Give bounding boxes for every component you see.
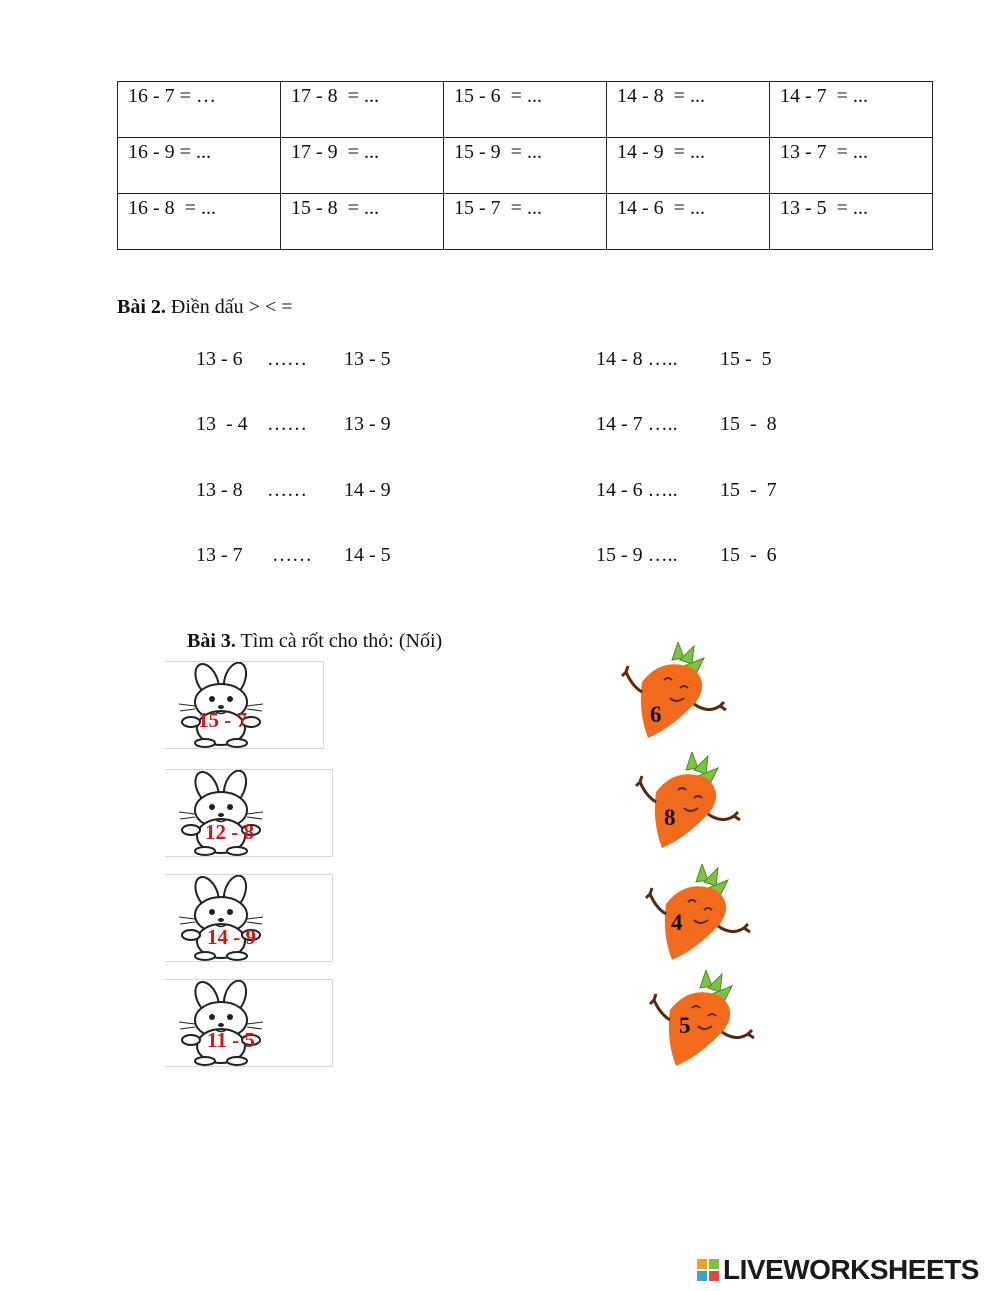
rabbit-card[interactable] bbox=[165, 979, 333, 1067]
table-cell[interactable]: 13 - 5 = ... bbox=[770, 194, 933, 250]
exercise2-heading bbox=[117, 296, 293, 319]
carrot-number: 4 bbox=[671, 910, 683, 935]
comparison-right-expression: 15 - 8 bbox=[720, 413, 777, 435]
comparison-blank[interactable]: …… bbox=[267, 413, 307, 435]
table-cell[interactable]: 17 - 8 = ... bbox=[281, 82, 444, 138]
comparison-right-expression: 15 - 5 bbox=[720, 348, 772, 370]
comparison-left-expression: 13 - 8 bbox=[196, 479, 243, 501]
rabbit-label: 11 - 5 bbox=[207, 1028, 255, 1052]
rabbit-card[interactable] bbox=[165, 661, 324, 749]
comparison-left-expression: 13 - 6 bbox=[196, 348, 243, 370]
table-cell[interactable]: 16 - 8 = ... bbox=[118, 194, 281, 250]
carrot-card[interactable] bbox=[640, 970, 790, 1070]
carrot-icon bbox=[626, 752, 776, 852]
exercise3-heading bbox=[187, 630, 442, 653]
comparison-blank[interactable]: …… bbox=[267, 479, 307, 501]
table-cell[interactable]: 16 - 9 = ... bbox=[118, 138, 281, 194]
logo-mark-icon bbox=[697, 1259, 719, 1281]
comparison-left-expression-with-blank[interactable]: 14 - 7 ….. bbox=[596, 413, 678, 435]
comparison-right-expression: 14 - 9 bbox=[344, 479, 391, 501]
table-cell[interactable]: 15 - 7 = ... bbox=[444, 194, 607, 250]
table-row bbox=[118, 82, 933, 138]
rabbit-label: 15 - 7 bbox=[198, 708, 247, 732]
table-cell[interactable]: 15 - 8 = ... bbox=[281, 194, 444, 250]
comparison-left-expression-with-blank[interactable]: 15 - 9 ….. bbox=[596, 544, 678, 566]
exercise2-heading-text: Điền dấu > < = bbox=[165, 296, 293, 318]
carrot-card[interactable] bbox=[636, 864, 786, 964]
rabbit-icon bbox=[165, 662, 295, 748]
carrot-card[interactable] bbox=[626, 752, 776, 852]
comparison-left-expression-with-blank[interactable]: 14 - 8 ….. bbox=[596, 348, 678, 370]
rabbit-icon bbox=[165, 980, 295, 1066]
table-cell[interactable]: 14 - 7 = ... bbox=[770, 82, 933, 138]
comparison-right-expression: 15 - 6 bbox=[720, 544, 777, 566]
table-row bbox=[118, 138, 933, 194]
table-cell[interactable]: 15 - 9 = ... bbox=[444, 138, 607, 194]
exercise2-heading-bold: Bài 2. bbox=[117, 296, 166, 318]
rabbit-label: 14 - 9 bbox=[207, 925, 256, 949]
comparison-left-expression: 13 - 7 bbox=[196, 544, 243, 566]
table-cell[interactable]: 16 - 7 = … bbox=[118, 82, 281, 138]
rabbit-label: 12 - 8 bbox=[205, 820, 254, 844]
logo-text: LIVEWORKSHEETS bbox=[723, 1254, 979, 1285]
carrot-icon bbox=[636, 864, 786, 964]
carrot-card[interactable] bbox=[612, 642, 762, 742]
carrot-number: 6 bbox=[650, 702, 662, 727]
comparison-right-expression: 14 - 5 bbox=[344, 544, 391, 566]
table-cell[interactable]: 13 - 7 = ... bbox=[770, 138, 933, 194]
carrot-icon bbox=[640, 970, 790, 1070]
table-cell[interactable]: 14 - 6 = ... bbox=[607, 194, 770, 250]
carrot-icon bbox=[612, 642, 762, 742]
comparison-right-expression: 15 - 7 bbox=[720, 479, 777, 501]
exercise3-heading-text: Tìm cà rốt cho thỏ: (Nối) bbox=[235, 630, 443, 652]
table-cell[interactable]: 15 - 6 = ... bbox=[444, 82, 607, 138]
table-cell[interactable]: 17 - 9 = ... bbox=[281, 138, 444, 194]
comparison-blank[interactable]: …… bbox=[267, 348, 307, 370]
comparison-left-expression-with-blank[interactable]: 14 - 6 ….. bbox=[596, 479, 678, 501]
exercise3-heading-bold: Bài 3. bbox=[187, 630, 236, 652]
carrot-number: 5 bbox=[679, 1013, 691, 1038]
comparison-right-expression: 13 - 9 bbox=[344, 413, 391, 435]
carrot-number: 8 bbox=[664, 805, 676, 830]
comparison-blank[interactable]: …… bbox=[272, 544, 312, 566]
comparison-left-expression: 13 - 4 bbox=[196, 413, 248, 435]
table-cell[interactable]: 14 - 9 = ... bbox=[607, 138, 770, 194]
subtraction-table bbox=[117, 81, 933, 250]
table-cell[interactable]: 14 - 8 = ... bbox=[607, 82, 770, 138]
comparison-right-expression: 13 - 5 bbox=[344, 348, 391, 370]
table-row bbox=[118, 194, 933, 250]
